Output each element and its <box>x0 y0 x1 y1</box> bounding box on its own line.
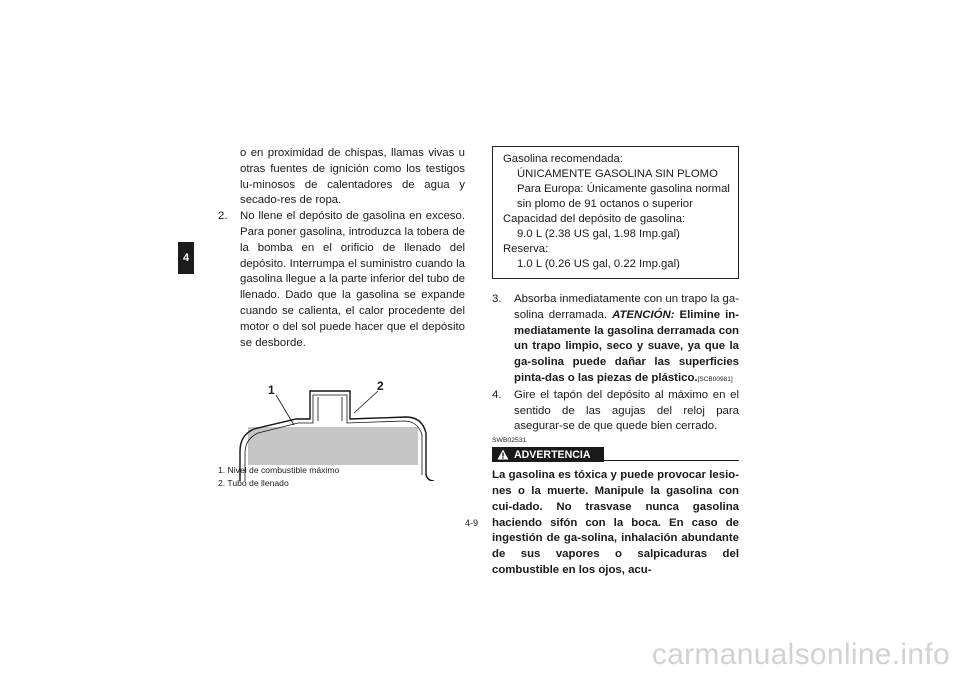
warning-label: ADVERTENCIA <box>514 448 591 461</box>
step3-text: Absorba inmediatamente con un trapo la ga-solina derramada. <box>514 293 739 321</box>
list-item-number: 3. <box>492 293 502 305</box>
list-item-number: 2. <box>218 210 228 223</box>
list-item-4 <box>492 388 739 435</box>
spec-reserve-label: Reserva: <box>503 243 549 255</box>
callout-2: 2 <box>377 379 384 394</box>
right-column <box>492 146 739 579</box>
warning-rule <box>604 460 739 461</box>
spec-reserve-value: 1.0 L (0.26 US gal, 0.22 Imp.gal) <box>517 258 680 270</box>
list-item-text <box>514 292 739 388</box>
list-item-text: Gire el tapón del depósito al máximo en el sentido de las agujas del reloj para asegurar-se de que quede bien cerrado. <box>514 388 739 433</box>
spec-capacity-value: 9.0 L (2.38 US gal, 1.98 Imp.gal) <box>517 228 680 240</box>
steps-list <box>492 292 739 435</box>
fuel-spec-box <box>492 146 739 279</box>
spec-fuel-line1: ÚNICAMENTE GASOLINA SIN PLOMO <box>517 168 718 180</box>
callout-1: 1 <box>268 383 275 398</box>
list-item-text: No llene el depósito de gasolina en exceso. Para poner gasolina, introduzca la tobera de la bomba en el orificio de llenado del depósito. Interrumpa el suministro cuando la gasolina llegue a la parte inferior del tubo de llenado. Dado que la gasolina se expande cuando se calienta, el calor procedente del motor o del sol puede hacer que el depósito se desborde. <box>240 210 465 349</box>
watermark: carmanualsonline.info <box>651 638 950 671</box>
caution-code: [SCB00981] <box>697 375 733 383</box>
warning-header <box>492 447 739 464</box>
caution-label: ATENCIÓN: <box>612 308 675 321</box>
continuation-paragraph: o en proximidad de chispas, llamas vivas u otras fuentes de ignición como los testigos lu-minosos de calentadores de agua y secado-res de ropa. <box>240 147 465 207</box>
figure-legend <box>218 464 339 490</box>
legend-item: 2. Tubo de llenado <box>218 478 289 488</box>
left-column <box>218 146 465 481</box>
spec-fuel-label: Gasolina recomendada: <box>503 153 623 165</box>
page-number: 4-9 <box>465 518 479 528</box>
spec-fuel-line2: Para Europa: Únicamente gasolina normal sin plomo de 91 octanos o superior <box>517 183 730 210</box>
legend-item: 1. Nivel de combustible máximo <box>218 465 340 475</box>
list-item-3 <box>492 292 739 388</box>
warning-code: SWB02531 <box>492 437 527 445</box>
warning-text: La gasolina es tóxica y puede provocar lesio-nes o la muerte. Manipule la gasolina con cui-dado. No trasvase nunca gasolina haciendo sifón con la boca. En caso de ingestión de ga-solina, inhalación abundante de sus vapores o salpicaduras del combustible en los ojos, acu- <box>492 469 739 576</box>
spec-capacity-label: Capacidad del depósito de gasolina: <box>503 213 686 225</box>
warning-badge <box>492 447 604 462</box>
chapter-tab: 4 <box>178 242 194 274</box>
list-item-number: 4. <box>492 388 502 401</box>
list-item-2 <box>218 209 465 351</box>
caution-text: Elimine in-mediatamente la gasolina derramada con un trapo limpio, seco y suave, ya que la ga-solina puede dañar las superficies pinta-das o las piezas de plástico. <box>514 308 739 384</box>
warning-triangle-icon <box>492 449 514 460</box>
